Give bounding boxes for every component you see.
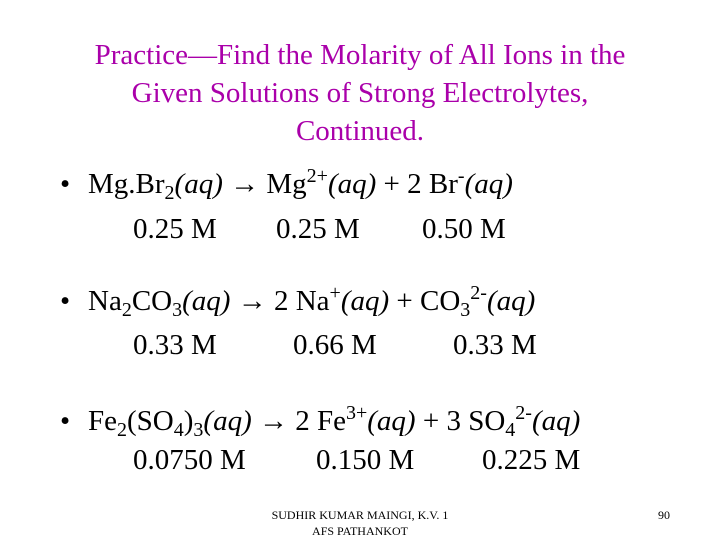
reactant-element: CO	[131, 285, 173, 317]
anion-charge: 2-	[470, 282, 487, 304]
cation-element: Mg	[266, 168, 307, 200]
reactant-subscript: 2	[121, 299, 132, 321]
equation-3	[60, 402, 581, 441]
cation-charge: 2+	[306, 165, 328, 187]
state-label: (aq)	[367, 405, 416, 437]
plus-sign: +	[422, 405, 440, 437]
footer-line-1: SUDHIR KUMAR MAINGI, K.V. 1	[271, 508, 449, 522]
anion-element: Br	[428, 168, 458, 200]
cation-charge: 3+	[345, 402, 368, 424]
anion-subscript: 3	[460, 299, 471, 321]
concentration-2-anion: 0.33 M	[453, 329, 537, 361]
cation-coefficient: 2	[295, 405, 310, 437]
concentration-1-reactant: 0.25 M	[133, 213, 217, 245]
anion-element: CO	[420, 285, 461, 317]
plus-sign: +	[396, 285, 413, 317]
concentration-2-reactant: 0.33 M	[133, 329, 217, 361]
reactant-element: Fe	[88, 405, 117, 437]
reactant-element: Mg	[88, 168, 129, 200]
reaction-arrow: →	[258, 405, 288, 437]
cation-element: Na	[295, 285, 330, 317]
state-label: (aq)	[203, 405, 252, 437]
reaction-arrow: →	[237, 285, 267, 317]
concentration-3-cation: 0.150 M	[316, 444, 415, 476]
state-label: (aq)	[174, 168, 223, 200]
reaction-arrow: →	[230, 168, 260, 200]
slide-title	[40, 36, 680, 150]
reactant-element: Na	[88, 285, 122, 317]
reactant-element: )	[183, 405, 194, 437]
anion-coefficient: 2	[407, 168, 422, 200]
concentration-3-reactant: 0.0750 M	[133, 444, 246, 476]
concentration-1-anion: 0.50 M	[422, 213, 506, 245]
title-line-1: Practice—Find the Molarity of All Ions in the	[94, 39, 626, 71]
reactant-element: (SO	[127, 405, 174, 437]
bullet: •	[60, 405, 71, 437]
concentration-1-cation: 0.25 M	[276, 213, 360, 245]
reactant-subscript: 2	[164, 182, 175, 204]
footer-line-2: AFS PATHANKOT	[312, 524, 408, 538]
title-line-3: Continued.	[295, 115, 425, 147]
anion-subscript: 4	[505, 419, 516, 441]
plus-sign: +	[383, 168, 400, 200]
footer-author	[240, 507, 480, 539]
cation-coefficient: 2	[273, 285, 289, 317]
concentration-2-cation: 0.66 M	[293, 329, 377, 361]
equation-2	[60, 282, 536, 321]
reactant-subscript: 3	[172, 299, 183, 321]
anion-coefficient: 3	[446, 405, 461, 437]
state-label: (aq)	[340, 285, 390, 317]
concentration-3-anion: 0.225 M	[482, 444, 581, 476]
page-number: 90	[658, 508, 670, 522]
reactant-element: .Br	[128, 168, 165, 200]
state-label: (aq)	[182, 285, 231, 317]
reactant-subscript: 3	[193, 419, 204, 441]
state-label: (aq)	[531, 405, 581, 437]
anion-element: SO	[468, 405, 506, 437]
cation-element: Fe	[316, 405, 346, 437]
bullet: •	[60, 285, 71, 317]
reactant-subscript: 2	[117, 419, 127, 441]
state-label: (aq)	[486, 285, 536, 317]
state-label: (aq)	[464, 168, 513, 200]
bullet: •	[60, 168, 71, 200]
anion-charge: 2-	[515, 402, 532, 424]
cation-charge: +	[329, 282, 341, 304]
reactant-subscript: 4	[173, 419, 184, 441]
state-label: (aq)	[327, 168, 377, 200]
equation-1	[60, 165, 513, 204]
title-line-2: Given Solutions of Strong Electrolytes,	[131, 77, 589, 109]
anion-charge: -	[457, 165, 465, 187]
